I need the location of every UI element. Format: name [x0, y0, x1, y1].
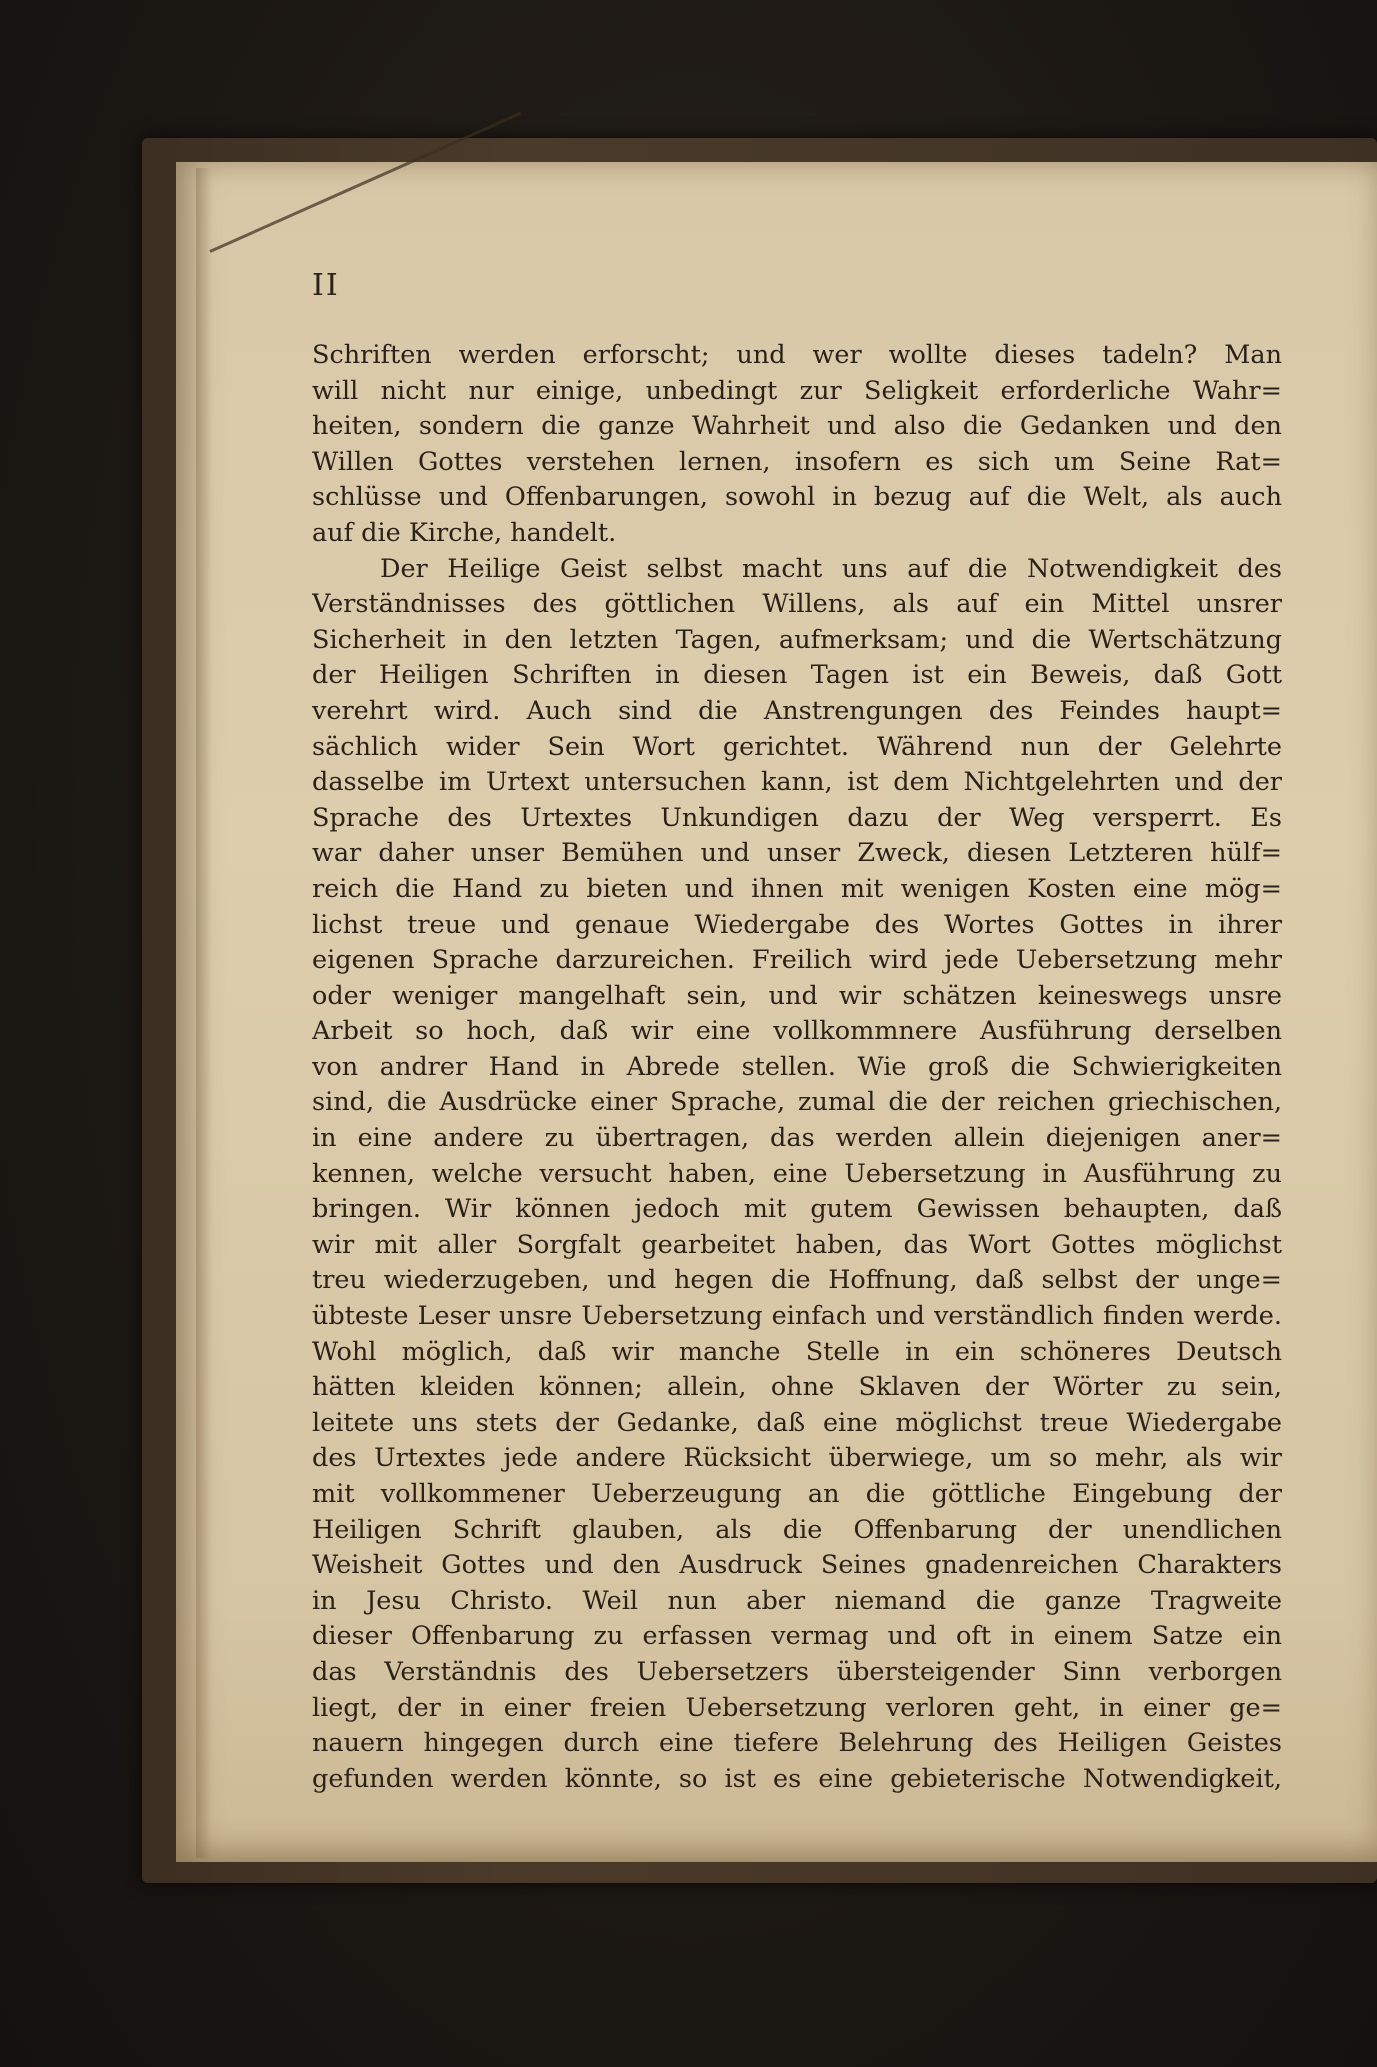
- text-line: sind, die Ausdrücke einer Sprache, zumal die der reichen griechischen,: [312, 1087, 1282, 1118]
- text-line: mit vollkommener Ueberzeugung an die göttliche Eingebung der: [312, 1479, 1282, 1509]
- text-line: schlüsse und Offenbarungen, sowohl in bezug auf die Welt, als auch: [312, 482, 1282, 513]
- text-line: des Urtextes jede andere Rücksicht überwiege, um so mehr, als wir: [312, 1443, 1282, 1474]
- text-line: in Jesu Christo. Weil nun aber niemand die ganze Tragweite: [312, 1585, 1282, 1616]
- text-line: heiten, sondern die ganze Wahrheit und also die Gedanken und den: [312, 411, 1282, 442]
- text-line: Wohl möglich, daß wir manche Stelle in ein schöneres Deutsch: [312, 1336, 1282, 1367]
- text-line: eigenen Sprache darzureichen. Freilich wird jede Uebersetzung mehr: [312, 945, 1282, 976]
- text-line: Verständnisses des göttlichen Willens, als auf ein Mittel unsrer: [312, 589, 1282, 620]
- text-line: Sicherheit in den letzten Tagen, aufmerksam; und die Wertschätzung: [312, 624, 1282, 655]
- text-line: hätten kleiden können; allein, ohne Sklaven der Wörter zu sein,: [312, 1372, 1282, 1403]
- text-line: treu wiederzugeben, und hegen die Hoffnung, daß selbst der unge=: [312, 1265, 1282, 1296]
- text-line: liegt, der in einer freien Uebersetzung verloren geht, in einer ge=: [312, 1692, 1282, 1723]
- text-line: Willen Gottes verstehen lernen, insofern es sich um Seine Rat=: [312, 446, 1282, 477]
- text-line: sächlich wider Sein Wort gerichtet. Während nun der Gelehrte: [312, 731, 1282, 762]
- text-line: Weisheit Gottes und den Ausdruck Seines gnadenreichen Charakters: [312, 1550, 1282, 1581]
- text-line: Heiligen Schrift glauben, als die Offenbarung der unendlichen: [312, 1514, 1282, 1545]
- text-line: reich die Hand zu bieten und ihnen mit wenigen Kosten eine mög=: [312, 873, 1282, 904]
- text-line: in eine andere zu übertragen, das werden allein diejenigen aner=: [312, 1123, 1282, 1154]
- text-line: der Heiligen Schriften in diesen Tagen ist ein Beweis, daß Gott: [312, 660, 1282, 691]
- text-line: nauern hingegen durch eine tiefere Belehrung des Heiligen Geistes: [312, 1728, 1282, 1759]
- text-line: Der Heilige Geist selbst macht uns auf die Notwendigkeit des: [380, 553, 1282, 584]
- text-line: von andrer Hand in Abrede stellen. Wie groß die Schwierigkeiten: [312, 1051, 1282, 1082]
- text-line: Arbeit so hoch, daß wir eine vollkommnere Ausführung derselben: [312, 1016, 1282, 1047]
- text-line: Sprache des Urtextes Unkundigen dazu der Weg versperrt. Es: [312, 802, 1282, 833]
- text-line: war daher unser Bemühen und unser Zweck, diesen Letzteren hülf=: [312, 838, 1282, 869]
- text-line: will nicht nur einige, unbedingt zur Seligkeit erforderliche Wahr=: [312, 375, 1282, 406]
- text-line: verehrt wird. Auch sind die Anstrengungen des Feindes haupt=: [312, 695, 1282, 726]
- page-gutter-shadow: [196, 168, 212, 1858]
- text-line: leitete uns stets der Gedanke, daß eine möglichst treue Wiedergabe: [312, 1407, 1282, 1438]
- body-text: [312, 338, 1282, 1797]
- text-line: dasselbe im Urtext untersuchen kann, ist dem Nichtgelehrten und der: [312, 767, 1282, 798]
- text-line: gefunden werden könnte, so ist es eine gebieterische Notwendigkeit,: [312, 1763, 1282, 1794]
- text-line: auf die Kirche, handelt.: [312, 517, 617, 548]
- text-line: lichst treue und genaue Wiedergabe des Wortes Gottes in ihrer: [312, 909, 1282, 940]
- text-line: dieser Offenbarung zu erfassen vermag und oft in einem Satze ein: [312, 1621, 1282, 1652]
- text-line: Schriften werden erforscht; und wer wollte dieses tadeln? Man: [312, 340, 1282, 370]
- text-line: übteste Leser unsre Uebersetzung einfach und verständlich finden werde.: [312, 1301, 1282, 1332]
- text-line: kennen, welche versucht haben, eine Uebersetzung in Ausführung zu: [312, 1158, 1282, 1189]
- text-line: bringen. Wir können jedoch mit gutem Gewissen behaupten, daß: [312, 1194, 1282, 1225]
- page-number: II: [312, 268, 340, 303]
- text-line: oder weniger mangelhaft sein, und wir schätzen keineswegs unsre: [312, 980, 1282, 1011]
- text-line: wir mit aller Sorgfalt gearbeitet haben, das Wort Gottes möglichst: [312, 1229, 1282, 1260]
- text-line: das Verständnis des Uebersetzers übersteigender Sinn verborgen: [312, 1656, 1282, 1687]
